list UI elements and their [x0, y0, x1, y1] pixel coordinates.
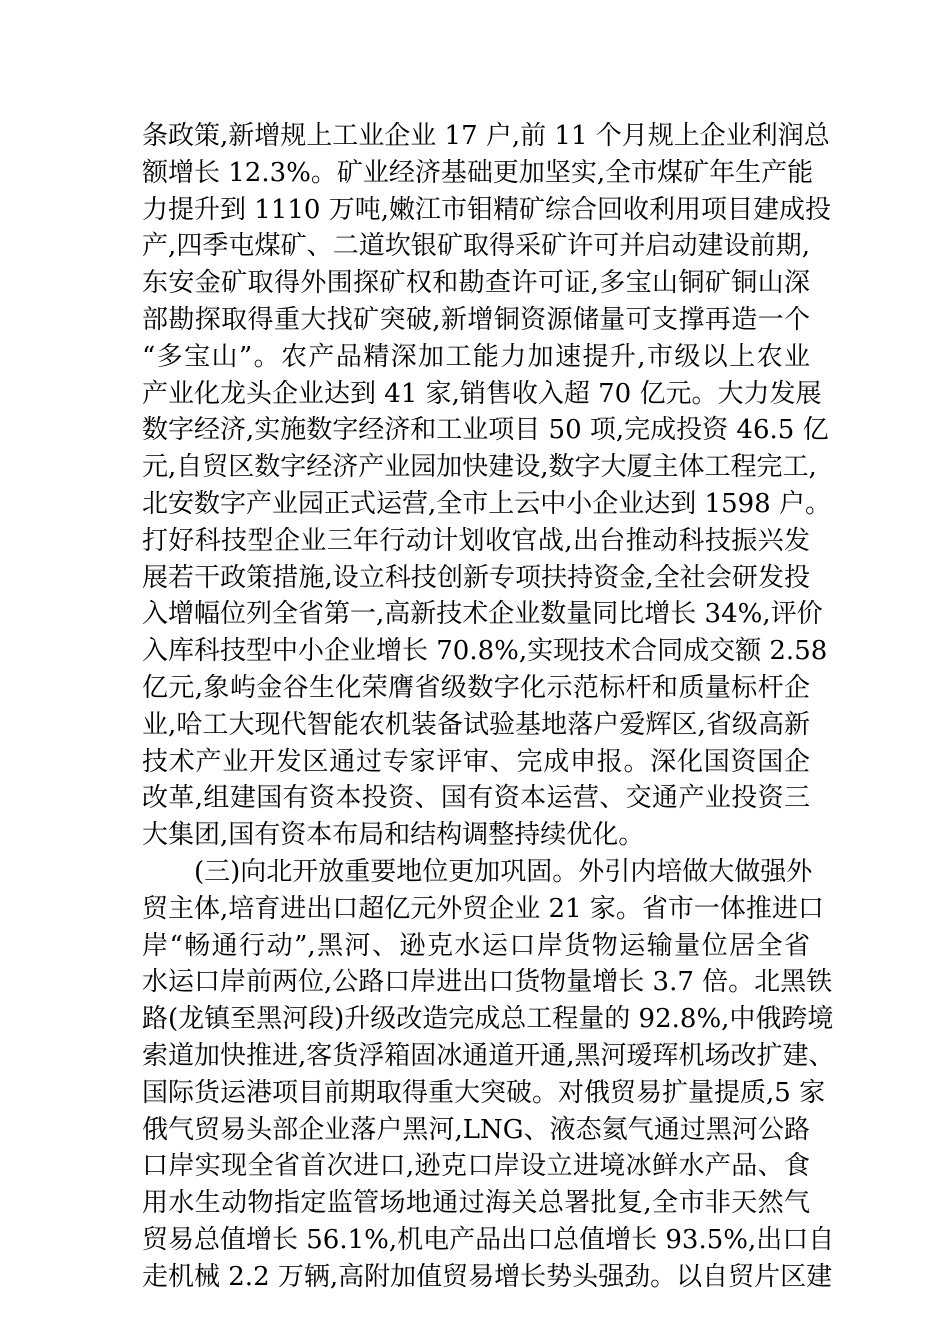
text-line: 亿元,象屿金谷生化荣膺省级数字化示范标杆和质量标杆企: [142, 672, 810, 703]
text-line: 展若干政策措施,设立科技创新专项扶持资金,全社会研发投: [142, 562, 810, 593]
section-heading-line: (三)向北开放重要地位更加巩固。外引内培做大做强外: [194, 856, 813, 887]
text-line: 额增长 12.3%。矿业经济基础更加坚实,全市煤矿年生产能: [142, 157, 814, 188]
text-line: 元,自贸区数字经济产业园加快建设,数字大厦主体工程完工,: [142, 452, 817, 483]
text-line: 入增幅位列全省第一,高新技术企业数量同比增长 34%,评价: [142, 599, 823, 630]
text-line: 俄气贸易头部企业落户黑河,LNG、液态氦气通过黑河公路: [142, 1114, 810, 1145]
text-line: 技术产业开发区通过专家评审、完成申报。深化国资国企: [142, 746, 810, 777]
text-line: 产,四季屯煤矿、二道坎银矿取得采矿许可并启动建设前期,: [142, 231, 810, 262]
text-line: 力提升到 1110 万吨,嫩江市钼精矿综合回收利用项目建成投: [142, 194, 831, 225]
text-line: 数字经济,实施数字经济和工业项目 50 项,完成投资 46.5 亿: [142, 415, 829, 446]
text-line: “多宝山”。农产品精深加工能力加速提升,市级以上农业: [142, 341, 810, 372]
text-line: 部勘探取得重大找矿突破,新增铜资源储量可支撑再造一个: [142, 304, 810, 335]
text-line: 水运口岸前两位,公路口岸进出口货物量增长 3.7 倍。北黑铁: [142, 967, 833, 998]
body-text: [142, 118, 835, 1296]
text-line: 入库科技型中小企业增长 70.8%,实现技术合同成交额 2.58: [142, 636, 828, 667]
text-line: 口岸实现全省首次进口,逊克口岸设立进境冰鲜水产品、食: [142, 1151, 810, 1182]
text-line: 业,哈工大现代智能农机装备试验基地落户爱辉区,省级高新: [142, 709, 810, 740]
text-line: 走机械 2.2 万辆,高附加值贸易增长势头强劲。以自贸片区建: [142, 1261, 833, 1292]
text-line: 路(龙镇至黑河段)升级改造完成总工程量的 92.8%,中俄跨境: [142, 1004, 834, 1035]
text-line: 条政策,新增规上工业企业 17 户,前 11 个月规上企业利润总: [142, 121, 830, 151]
text-line: 用水生动物指定监管场地通过海关总署批复,全市非天然气: [142, 1188, 810, 1219]
text-line: 北安数字产业园正式运营,全市上云中小企业达到 1598 户。: [142, 488, 831, 519]
text-line: 国际货运港项目前期取得重大突破。对俄贸易扩量提质,5 家: [142, 1077, 826, 1108]
text-line: 产业化龙头企业达到 41 家,销售收入超 70 亿元。大力发展: [142, 378, 822, 409]
text-line: 索道加快推进,客货浮箱固冰通道开通,黑河瑷珲机场改扩建、: [142, 1040, 835, 1071]
paragraph-end-line: 大集团,国有资本布局和结构调整持续优化。: [142, 820, 645, 851]
text-line: 东安金矿取得外围探矿权和勘查许可证,多宝山铜矿铜山深: [142, 268, 810, 299]
text-line: 打好科技型企业三年行动计划收官战,出台推动科技振兴发: [142, 525, 810, 556]
text-line: 贸易总值增长 56.1%,机电产品出口总值增长 93.5%,出口自: [142, 1224, 835, 1255]
text-line: 岸“畅通行动”,黑河、逊克水运口岸货物运输量位居全省: [142, 930, 810, 961]
text-line: 贸主体,培育进出口超亿元外贸企业 21 家。省市一体推进口: [142, 893, 824, 924]
text-line: 改革,组建国有资本投资、国有资本运营、交通产业投资三: [142, 783, 810, 814]
